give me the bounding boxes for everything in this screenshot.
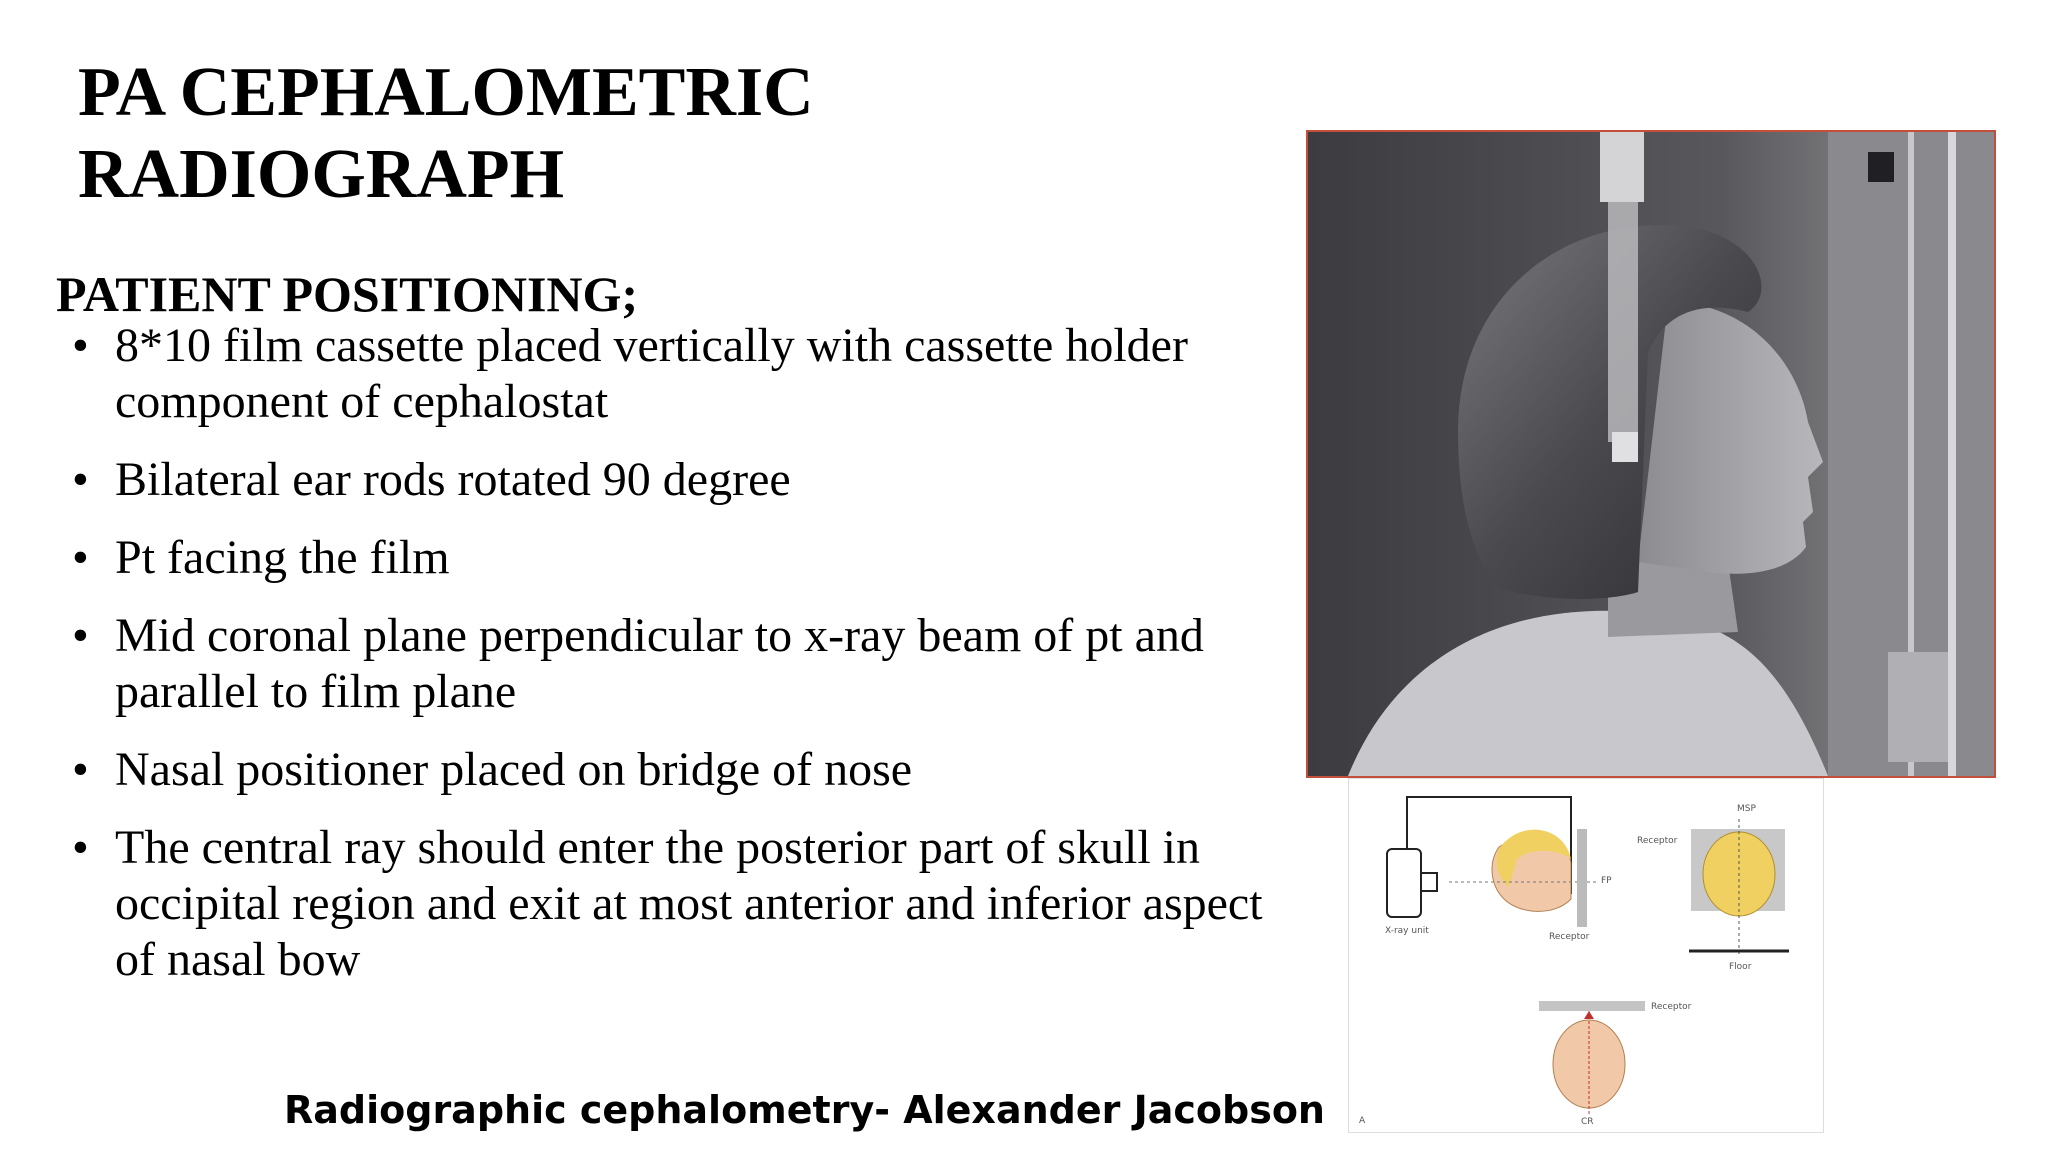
- top-head-icon: [1553, 1011, 1625, 1114]
- cr-label: CR: [1581, 1117, 1594, 1127]
- patient-photo-illustration: [1308, 132, 1994, 776]
- xray-unit-label: X-ray unit: [1385, 926, 1429, 936]
- bullet-icon: •: [72, 609, 89, 662]
- title-line-1: PA CEPHALOMETRIC: [78, 54, 814, 131]
- x-ray-unit-icon: [1387, 849, 1421, 917]
- list-item: [72, 318, 1272, 430]
- source-caption: Radiographic cephalometry- Alexander Jacobson: [284, 1088, 1325, 1132]
- msp-label: MSP: [1737, 804, 1756, 814]
- list-item: [72, 608, 1272, 720]
- bullet-text: Bilateral ear rods rotated 90 degree: [115, 453, 791, 506]
- list-item: [72, 820, 1272, 988]
- side-head-icon: [1449, 830, 1599, 912]
- fp-label: FP: [1601, 876, 1612, 886]
- floor-label: Floor: [1729, 962, 1752, 972]
- bullet-list: [72, 318, 1272, 1010]
- bullet-text: The central ray should enter the posterior part of skull in occipital region and exit at most anterior and inferior aspect of nasal bow: [115, 821, 1263, 986]
- bullet-text: 8*10 film cassette placed vertically with cassette holder component of cephalostat: [115, 319, 1188, 428]
- top-receptor-icon: [1539, 1001, 1645, 1011]
- receptor-label-3: Receptor: [1651, 1002, 1692, 1012]
- positioning-diagram: [1348, 778, 1824, 1133]
- bullet-icon: •: [72, 743, 89, 796]
- bullet-text: Mid coronal plane perpendicular to x-ray beam of pt and parallel to film plane: [115, 609, 1204, 718]
- panel-label: A: [1359, 1116, 1366, 1126]
- x-ray-tube-icon: [1421, 873, 1437, 891]
- side-receptor-icon: [1577, 829, 1587, 927]
- bullet-icon: •: [72, 453, 89, 506]
- bullet-icon: •: [72, 319, 89, 372]
- slide-title: [78, 52, 814, 216]
- receptor-label-2: Receptor: [1637, 836, 1678, 846]
- bullet-icon: •: [72, 531, 89, 584]
- bullet-text: Pt facing the film: [115, 531, 450, 584]
- section-heading: PATIENT POSITIONING;: [56, 266, 639, 322]
- title-line-2: RADIOGRAPH: [78, 136, 565, 213]
- list-item: [72, 530, 1272, 586]
- bullet-icon: •: [72, 821, 89, 874]
- list-item: [72, 452, 1272, 508]
- patient-photo: [1306, 130, 1996, 778]
- positioning-diagram-illustration: [1349, 779, 1823, 1132]
- list-item: [72, 742, 1272, 798]
- bullet-text: Nasal positioner placed on bridge of nose: [115, 743, 913, 796]
- receptor-label-1: Receptor: [1549, 932, 1590, 942]
